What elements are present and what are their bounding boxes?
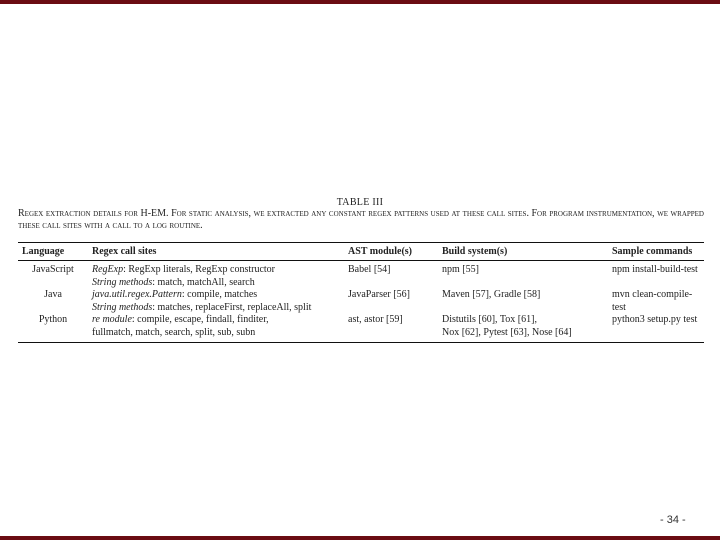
- cell-sample-command: python3 setup.py test: [608, 314, 704, 343]
- cell-language: Java: [44, 289, 62, 300]
- cell-language: Python: [18, 314, 88, 343]
- call-site-text: : RegExp literals, RegExp constructor: [123, 264, 276, 275]
- call-site-lead: String methods: [92, 301, 153, 313]
- call-site-lead: String methods: [92, 276, 153, 288]
- cell-build-systems: Maven [57], Gradle [58]: [442, 289, 541, 300]
- cell-ast-modules: Babel [54]: [348, 264, 391, 275]
- bottom-accent-bar: [0, 536, 720, 540]
- cell-language: JavaScript: [32, 264, 74, 275]
- table-caption: Regex extraction details for H-EM. For static analysis, we extracted any constant regex patterns used at these call sites. For program instrumentation, we wrapped these call sites with a call to a log routine.: [18, 208, 704, 231]
- call-site-text: : matches, replaceFirst, replaceAll, split: [152, 301, 312, 313]
- top-accent-bar: [0, 0, 720, 4]
- table-row: [18, 289, 704, 314]
- call-site-lead: re module: [92, 314, 132, 325]
- cell-sample-command: npm install-build-test: [612, 264, 698, 275]
- call-site-text: : match, matchAll, search: [152, 276, 255, 288]
- header-call-sites: Regex call sites: [88, 243, 344, 261]
- header-ast-modules: AST module(s): [344, 243, 438, 261]
- cell-sample-command: mvn clean-compile-test: [612, 289, 693, 313]
- header-sample-commands: Sample commands: [608, 243, 704, 261]
- cell-ast-modules: ast, astor [59]: [344, 314, 438, 343]
- cell-ast-modules: JavaParser [56]: [348, 289, 410, 300]
- header-build-systems: Build system(s): [438, 243, 608, 261]
- call-site-text: fullmatch, match, search, split, sub, subn: [92, 326, 256, 338]
- call-site-text: : compile, matches: [181, 289, 258, 300]
- cell-build-systems: npm [55]: [442, 264, 479, 275]
- table-row: [18, 261, 704, 290]
- table-row: [18, 314, 704, 343]
- regex-extraction-table: [18, 242, 704, 343]
- header-language: Language: [18, 243, 88, 261]
- cell-call-sites: [88, 314, 344, 343]
- call-site-text: : compile, escape, findall, finditer,: [131, 314, 269, 325]
- call-site-lead: RegExp: [92, 264, 124, 275]
- cell-build-systems: Distutils [60], Tox [61], Nox [62], Pytest [63], Nose [64]: [438, 314, 608, 343]
- table-label: TABLE III: [336, 197, 384, 208]
- call-site-lead: java.util.regex.Pattern: [92, 289, 182, 300]
- cell-call-sites: [88, 289, 344, 314]
- table-header-row: [18, 243, 704, 261]
- page-number: - 34 -: [660, 514, 686, 526]
- cell-call-sites: [88, 261, 344, 290]
